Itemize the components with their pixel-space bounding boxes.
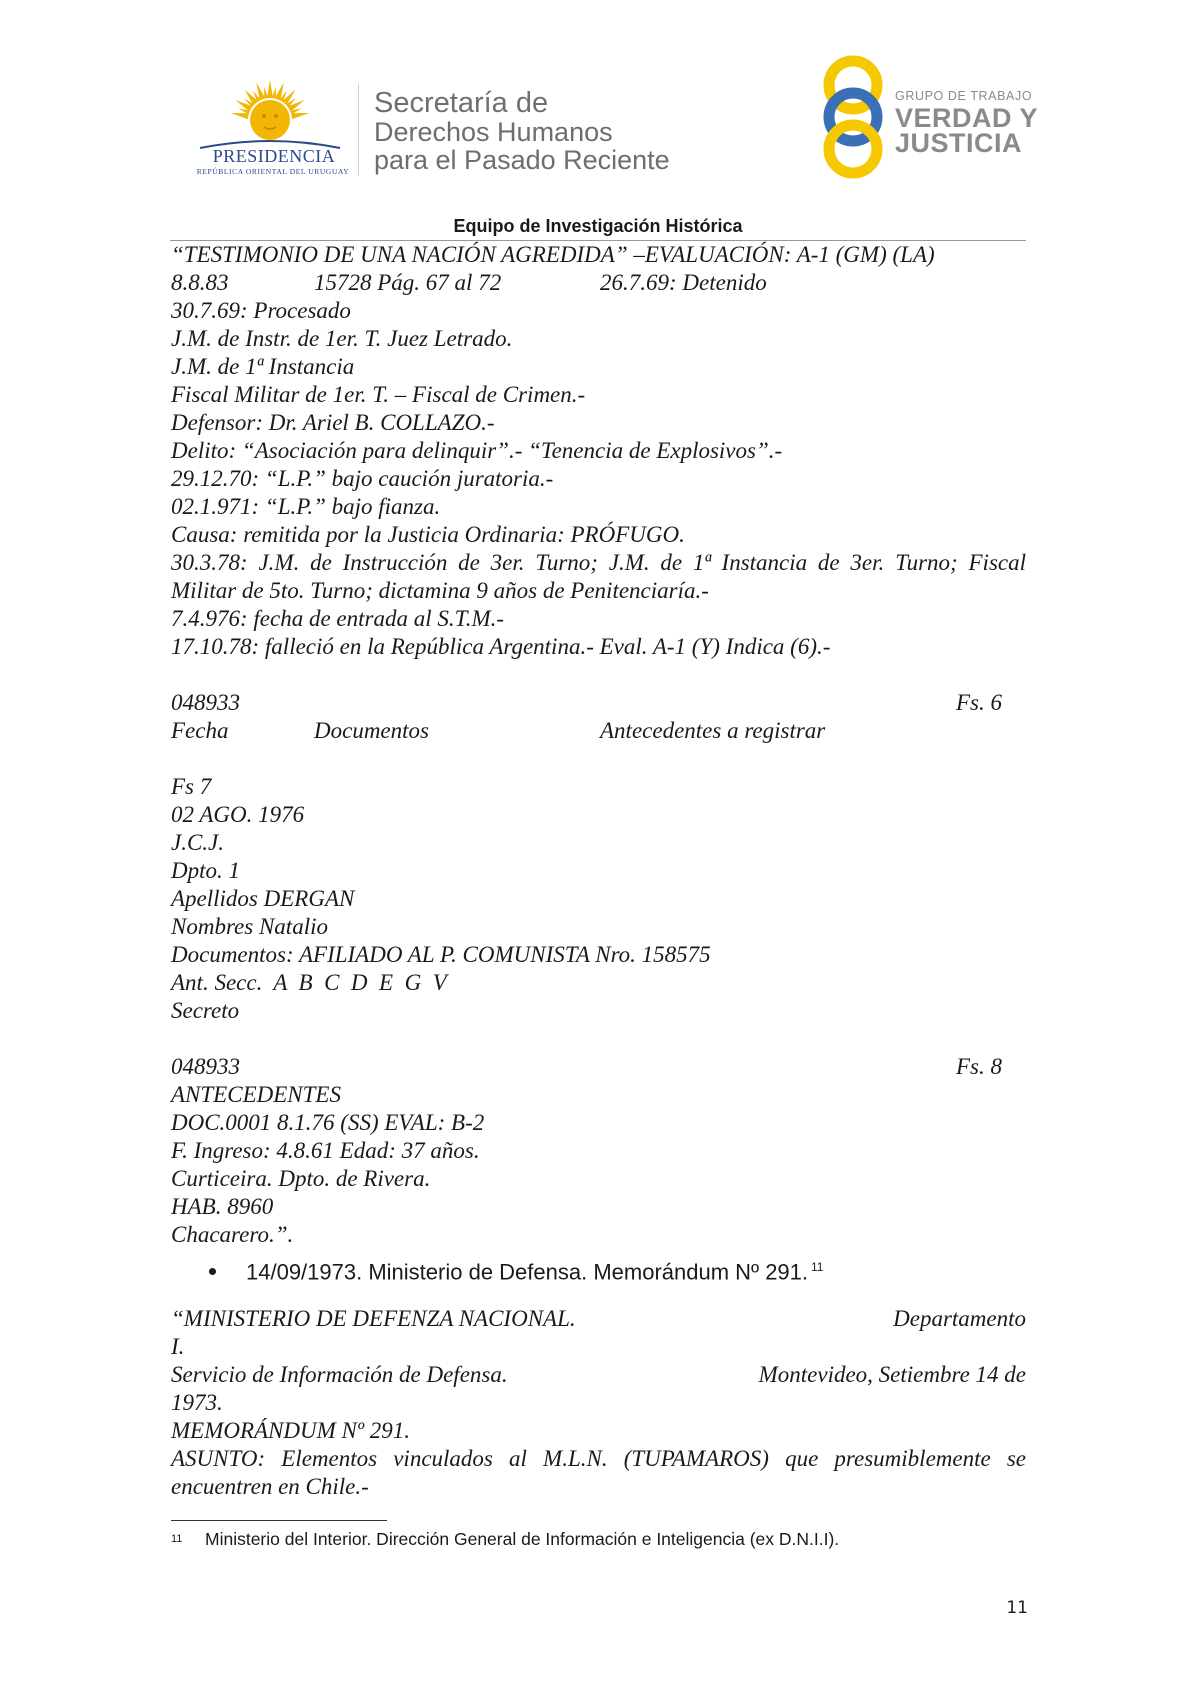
text-line: J.C.J.: [171, 830, 225, 855]
bullet-text: 14/09/1973. Ministerio de Defensa. Memorándum Nº 291.: [246, 1259, 809, 1285]
text-line: Apellidos DERGAN: [171, 886, 355, 911]
column-header: Documentos: [314, 718, 429, 743]
text-line: Causa: remitida por la Justicia Ordinaria: PRÓFUGO.: [171, 522, 685, 547]
text-line: Documentos: AFILIADO AL P. COMUNISTA Nro. 158575: [171, 942, 711, 967]
text-line: 26.7.69: Detenido: [600, 270, 767, 295]
text-line: 7.4.976: fecha de entrada al S.T.M.-: [171, 606, 505, 631]
text-line: Montevideo, Setiembre 14 de: [758, 1362, 1026, 1387]
text-line: 8.8.83: [171, 270, 229, 295]
text-line: Servicio de Información de Defensa.: [171, 1362, 508, 1387]
footnote-text: Ministerio del Interior. Dirección General de Información e Inteligencia (ex D.N.I.I).: [205, 1529, 840, 1549]
team-title: Equipo de Investigación Histórica: [453, 216, 743, 236]
text-line: “TESTIMONIO DE UNA NACIÓN AGREDIDA” –EVALUACIÓN: A-1 (GM) (LA): [171, 242, 935, 267]
text-line: 02.1.971: “L.P.” bajo fianza.: [171, 494, 441, 519]
folio-label: Fs. 6: [956, 690, 1002, 715]
text-line: ASUNTO: Elementos vinculados al M.L.N. (TUPAMAROS) que presumiblemente se: [171, 1446, 1026, 1471]
text-line: 30.3.78: J.M. de Instrucción de 3er. Turno; J.M. de 1ª Instancia de 3er. Turno; Fiscal: [171, 550, 1026, 575]
grupo-de-trabajo-label: GRUPO DE TRABAJO: [895, 89, 1033, 103]
secretaria-logo: [374, 88, 714, 174]
bullet-item: [209, 1253, 823, 1286]
text-line: 02 AGO. 1976: [171, 802, 305, 827]
record-number: 048933: [171, 1054, 240, 1079]
text-line: MEMORÁNDUM Nº 291.: [171, 1418, 411, 1443]
text-line: Dpto. 1: [171, 858, 240, 883]
text-line: Curticeira. Dpto. de Rivera.: [171, 1166, 431, 1191]
folio-label: Fs. 8: [956, 1054, 1002, 1079]
column-header: Fecha: [171, 718, 229, 743]
secretaria-line-2: Derechos Humanos: [374, 117, 613, 147]
presidencia-subtitle: REPÚBLICA ORIENTAL DEL URUGUAY: [196, 167, 350, 176]
text-line: 17.10.78: falleció en la República Argentina.- Eval. A-1 (Y) Indica (6).-: [171, 634, 831, 659]
verdad-label: VERDAD Y: [895, 103, 1039, 133]
column-header: Antecedentes a registrar: [600, 718, 826, 743]
text-line: F. Ingreso: 4.8.61 Edad: 37 años.: [171, 1138, 480, 1163]
text-line: Defensor: Dr. Ariel B. COLLAZO.-: [171, 410, 495, 435]
presidencia-logo: [190, 78, 350, 178]
text-line: HAB. 8960: [171, 1194, 274, 1219]
text-line: Secreto: [171, 998, 240, 1023]
text-line: 15728 Pág. 67 al 72: [314, 270, 502, 295]
text-line: 1973.: [171, 1390, 223, 1415]
bullet-dot-icon: [209, 1268, 216, 1275]
text-line: Chacarero.”.: [171, 1222, 294, 1247]
record-number: 048933: [171, 690, 240, 715]
footnote-separator: [171, 1520, 387, 1521]
justicia-label: JUSTICIA: [895, 128, 1023, 158]
text-line: Departamento: [893, 1306, 1026, 1331]
footnote-reference[interactable]: 11: [811, 1260, 824, 1274]
text-line: encuentren en Chile.-: [171, 1474, 369, 1499]
secretaria-line-1: Secretaría de: [374, 87, 549, 119]
text-line: ANTECEDENTES: [171, 1082, 341, 1107]
presidencia-title: PRESIDENCIA: [212, 146, 336, 166]
text-line: Fiscal Militar de 1er. T. – Fiscal de Crimen.-: [171, 382, 586, 407]
text-line: Fs 7: [171, 774, 212, 799]
text-line: “MINISTERIO DE DEFENZA NACIONAL.: [171, 1306, 576, 1331]
document-body: [171, 241, 1026, 1511]
text-line: I.: [171, 1334, 185, 1359]
page-number: 11: [1006, 1598, 1028, 1618]
text-line: Militar de 5to. Turno; dictamina 9 años de Penitenciaría.-: [171, 578, 709, 603]
text-line: DOC.0001 8.1.76 (SS) EVAL: B-2: [171, 1110, 485, 1135]
footnote-number: 11: [171, 1533, 183, 1545]
verdad-justicia-logo: [820, 55, 1039, 180]
text-line: 30.7.69: Procesado: [171, 298, 351, 323]
text-line: J.M. de Instr. de 1er. T. Juez Letrado.: [171, 326, 513, 351]
text-line: Ant. Secc. A B C D E G V: [171, 970, 447, 995]
text-line: Delito: “Asociación para delinquir”.- “Tenencia de Explosivos”.-: [171, 438, 783, 463]
secretaria-line-3: para el Pasado Reciente: [374, 145, 670, 175]
text-line: J.M. de 1ª Instancia: [171, 354, 355, 379]
header-divider-vertical: [358, 84, 359, 176]
text-line: Nombres Natalio: [171, 914, 328, 939]
text-line: 29.12.70: “L.P.” bajo caución juratoria.-: [171, 466, 554, 491]
linked-rings-icon: [820, 55, 890, 180]
footnote: [171, 1528, 1026, 1550]
